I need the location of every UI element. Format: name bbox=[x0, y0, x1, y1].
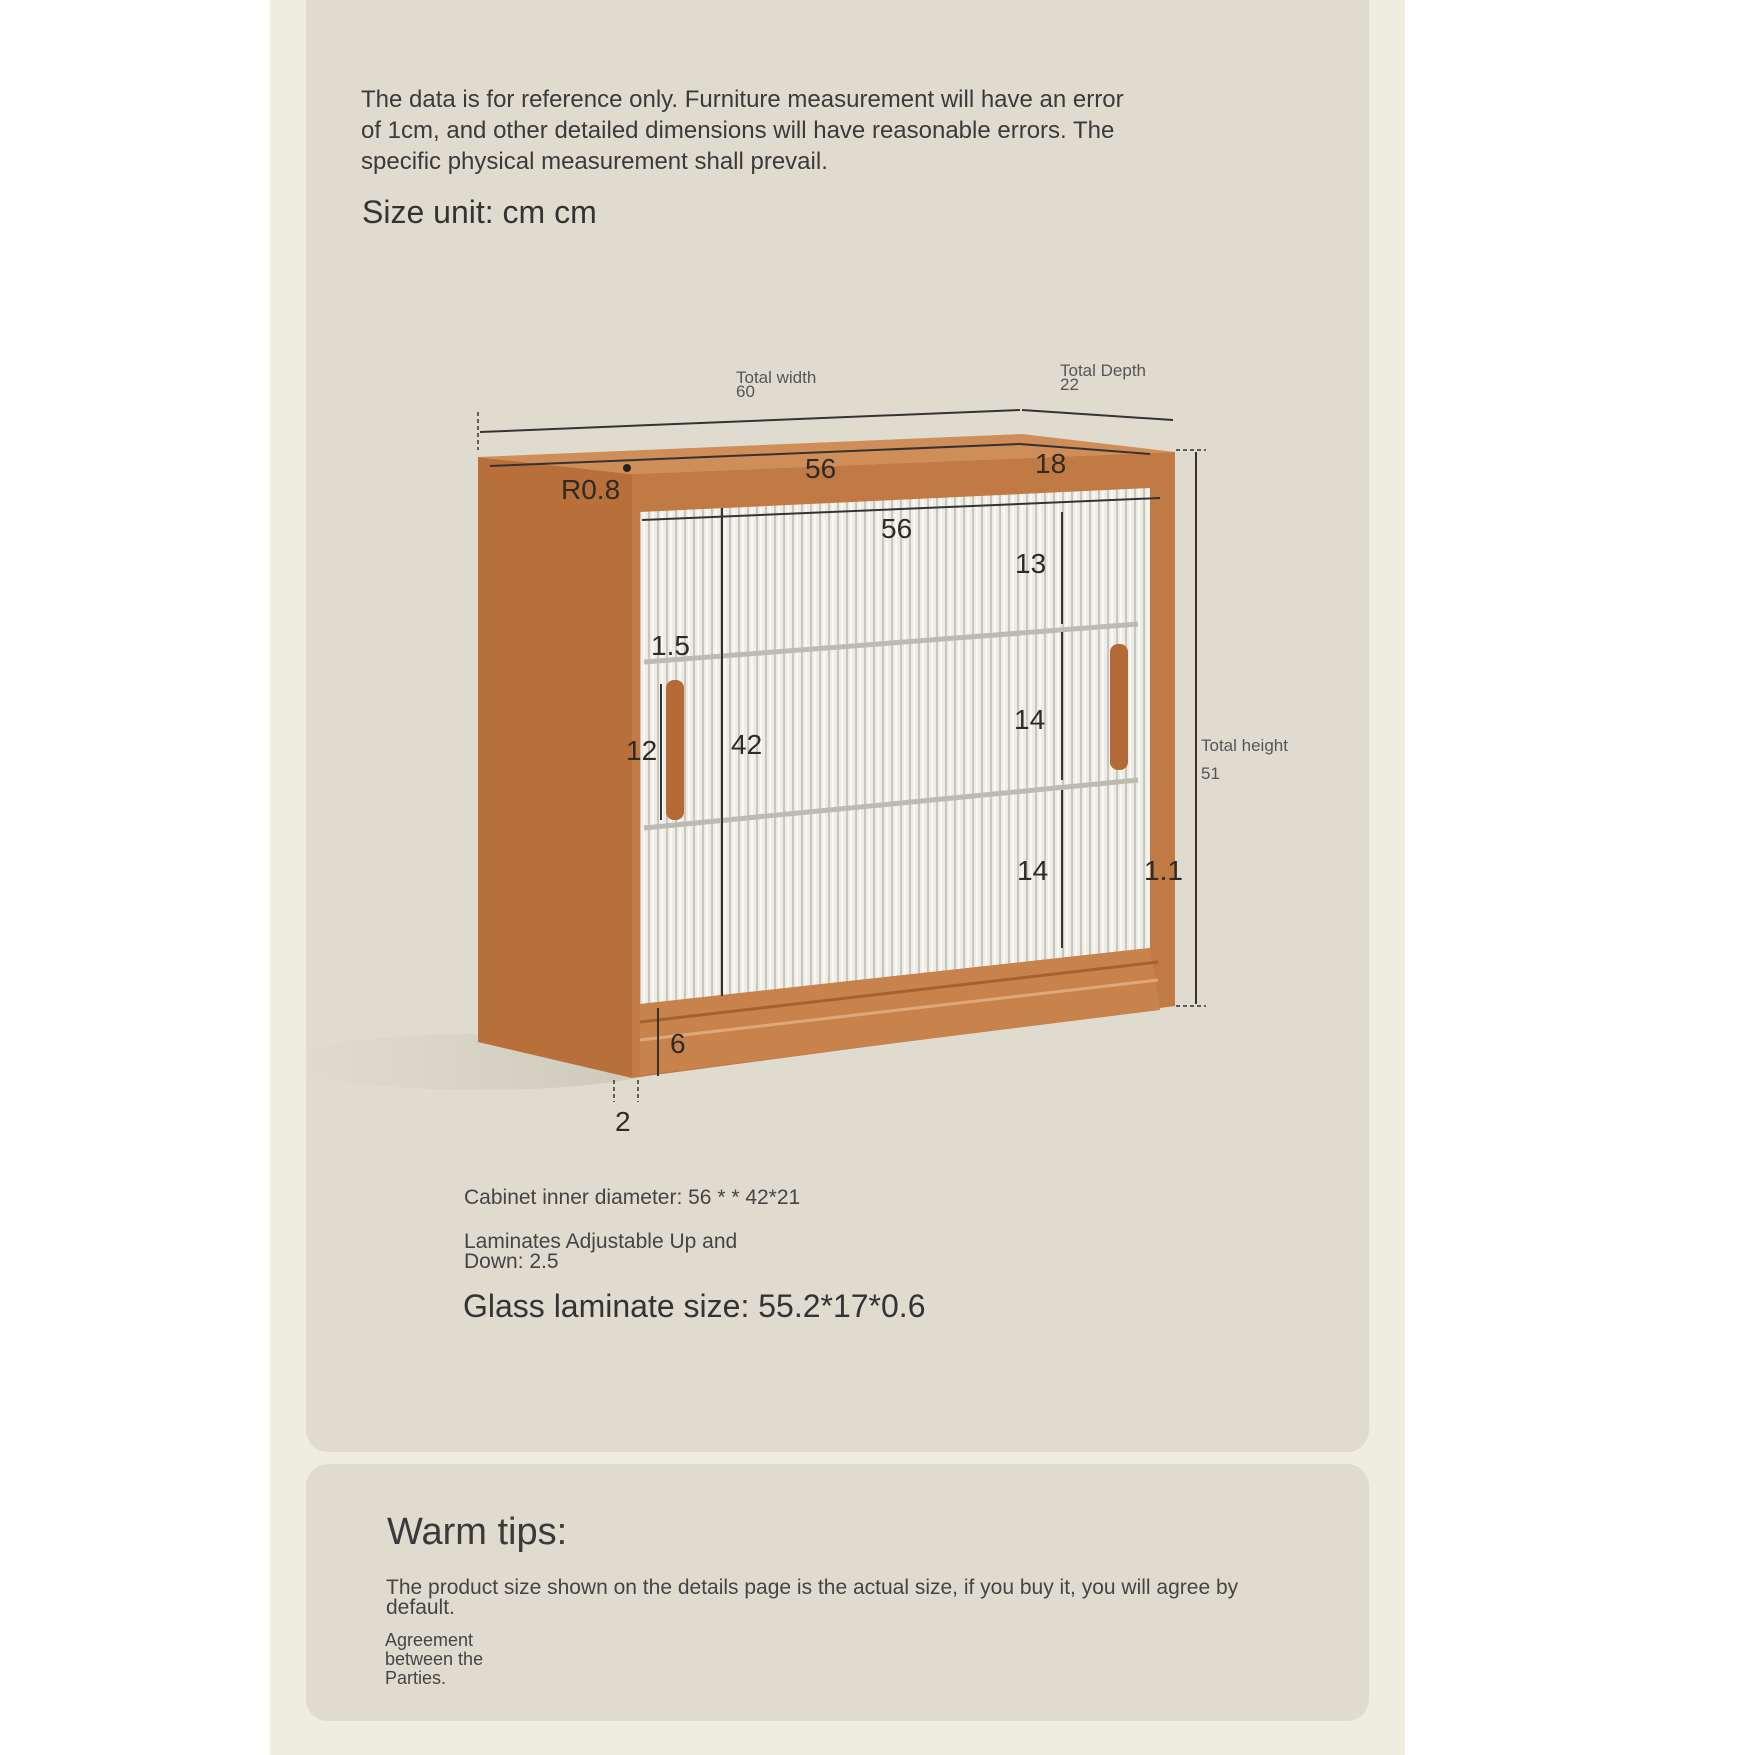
total-width-label: Total width bbox=[736, 368, 817, 387]
handle-width: 1.5 bbox=[651, 630, 690, 661]
shelf-gap-top: 13 bbox=[1015, 548, 1047, 579]
total-depth-label: Total Depth bbox=[1060, 361, 1146, 380]
inner-width: 56 bbox=[881, 513, 913, 544]
size-unit-text: Size unit: cm cm bbox=[362, 194, 597, 230]
corner-radius: R0.8 bbox=[561, 474, 621, 505]
glass-door bbox=[640, 488, 1150, 1004]
disclaimer-text: The data is for reference only. Furniture measurement will have an error of 1cm, and other detailed dimensions will have reasonable errors. The specific physical measurement shall prevail. bbox=[361, 86, 1131, 175]
base-height: 6 bbox=[670, 1028, 686, 1059]
handle-height: 12 bbox=[626, 735, 658, 766]
total-depth-value: 22 bbox=[1060, 375, 1079, 394]
top-inner-depth: 18 bbox=[1035, 448, 1067, 479]
total-width-value: 60 bbox=[736, 382, 755, 401]
shelf-gap-middle: 14 bbox=[1014, 704, 1046, 735]
total-height-value: 51 bbox=[1201, 764, 1220, 783]
glass-laminate-size-text: Glass laminate size: 55.2*17*0.6 bbox=[463, 1288, 926, 1324]
left-handle bbox=[666, 680, 684, 820]
inner-diameter-text: Cabinet inner diameter: 56 * * 42*21 bbox=[464, 1186, 801, 1209]
total-height-label: Total height bbox=[1201, 736, 1288, 755]
side-thickness: 2 bbox=[615, 1106, 631, 1137]
top-inner-width: 56 bbox=[805, 453, 837, 484]
warm-tips-text: The product size shown on the details page is the actual size, if you buy it, you will agree by default. bbox=[386, 1576, 1244, 1619]
agreement-text: Agreement between the Parties. bbox=[385, 1630, 489, 1688]
inner-height: 42 bbox=[731, 729, 763, 760]
shelf-gap-bottom: 14 bbox=[1017, 855, 1049, 886]
rail-height: 1.1 bbox=[1144, 855, 1183, 886]
laminates-adjustable-text: Laminates Adjustable Up and Down: 2.5 bbox=[464, 1230, 744, 1273]
right-handle bbox=[1110, 644, 1128, 770]
warm-tips-title: Warm tips: bbox=[387, 1511, 568, 1553]
